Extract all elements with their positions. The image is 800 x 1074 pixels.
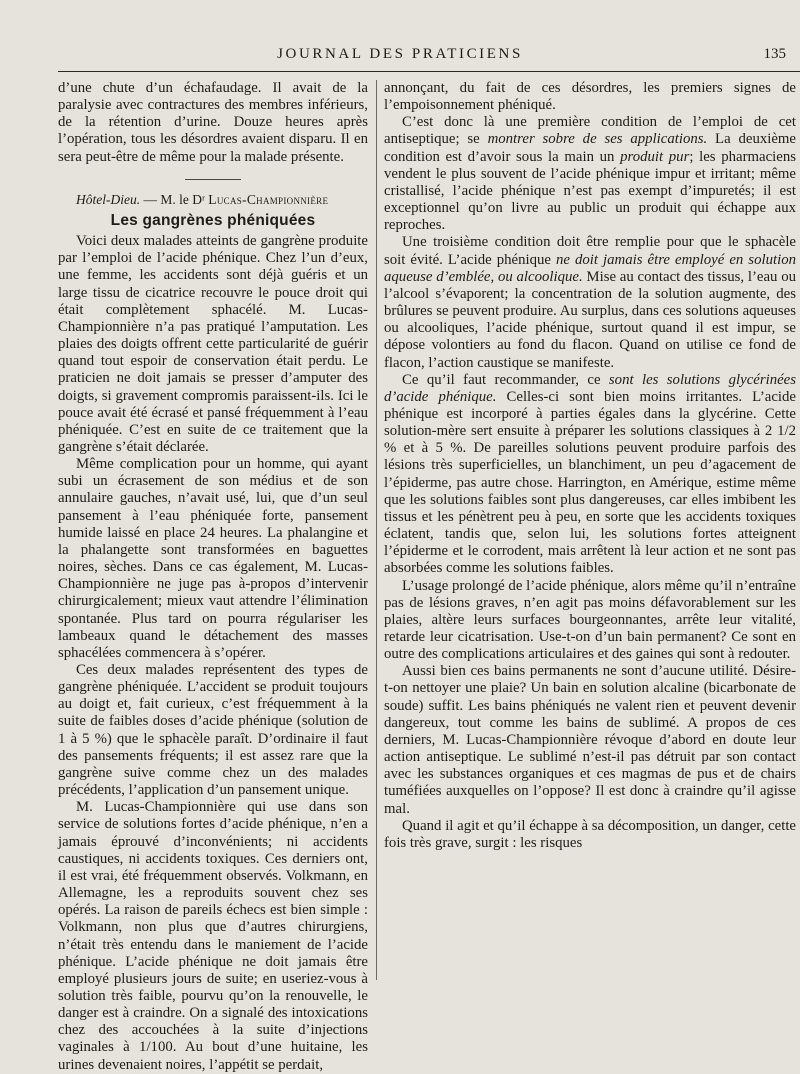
byline-title: — M. le Dʳ	[140, 191, 209, 207]
right-column	[384, 80, 796, 852]
text-run: La deuxième condition est d’avoir sous la main un	[384, 131, 796, 165]
emphasis-text: produit pur	[620, 148, 690, 165]
section-separator	[185, 179, 241, 180]
header-rule	[58, 71, 800, 72]
paragraph: M. Lucas-Championnière qui use dans son service de solutions fortes d’acide phénique, n’en a jamais éprouvé d’inconvénients; ni accidents caustiques, ni accidents toxiques. Ces derniers ont, il est vrai, été fréquemment observés. Volkmann, en Allemagne, les a reproduits souvent chez ses opérés. La raison de pareils échecs est bien simple : Volkmann, non plus que d’autres chirurgiens, n’était très entendu dans le maniement de l’acide phénique. L’acide phénique ne doit jamais être employé plusieurs jours de suite; en useriez-vous à solution très faible, pourvu qu’on la renouvelle, le danger est à craindre. On a signalé des intoxications chez des accouchées à la suite d’injections vaginales à 1/100. Au bout d’une huitaine, les urines devenaient noires, l’appétit se perdait,	[58, 799, 368, 1073]
paragraph: Ces deux malades représentent des types de gangrène phéniquée. L’accident se produit toujours au doigt et, fait curieux, c’est fréquemment à la suite de faibles doses d’acide phénique (solution de 1 à 5 %) que le sphacèle paraît. D’ordinaire il faut des pansements fréquents; il est assez rare que la gangrène suive comme chez un des malades précédents, l’application d’un pansement unique.	[58, 662, 368, 799]
left-column	[58, 80, 368, 1074]
byline-place: Hôtel-Dieu.	[76, 191, 141, 207]
emphasis-text: montrer sobre de ses applications.	[487, 131, 708, 148]
page-number: 135	[763, 46, 786, 62]
paragraph-continuation: d’une chute d’un échafaudage. Il avait de la paralysie avec contractures des membres inférieurs, de la rétention d’urine. Douze heures après l’opération, tous les désordres avaient disparu. Il en sera peut-être de même pour la malade présente.	[58, 80, 368, 165]
paragraph-continuation: annonçant, du fait de ces désordres, les premiers signes de l’empoisonnement phéniqué.	[384, 80, 796, 114]
text-run: ; les pharmaciens vendent le plus souvent de l’acide phénique impur et irritant; même cristallisé, l’acide phénique n’est pas exempt d’impuretés; il est exceptionnel qu’on livre au public un produit qui échappe aux reproches.	[384, 148, 796, 234]
running-title: JOURNAL DES PRATICIENS	[277, 46, 523, 62]
paragraph	[384, 372, 796, 578]
paragraph	[384, 114, 796, 234]
text-run: Mise au contact des tissus, l’eau ou l’alcool s’évaporent; la concentration de la solution augmente, des brûlures se peuvent produire. Au surplus, dans ces solutions aqueuses ou alcooliques, l’acide phénique, surtout quand il est impur, se dépose volontiers au fond du flacon. Quand on utilise ce fond de flacon, l’action caustique se manifeste.	[384, 268, 796, 371]
paragraph: Même complication pour un homme, qui ayant subi un écrasement de son médius et de son annulaire gauches, n’avait usé, lui, que d’un seul pansement à l’eau phéniquée forte, pansement humide laissé en place 24 heures. La phalangine et la phalangette sont transformées en baguettes noires, sèches. Dans ce cas également, M. Lucas-Championnière ne juge pas à-propos d’intervenir chirurgicalement; mieux vaut attendre l’élimination spontanée. Plus tard on pourra régulariser les lambeaux quand le détachement des masses sphacélées commencera à s’opérer.	[58, 456, 368, 661]
column-divider	[376, 80, 377, 980]
text-run: C’est donc là une première condition de l’emploi de cet antiseptique; se	[384, 114, 796, 148]
paragraph: Quand il agit et qu’il échappe à sa décomposition, un danger, cette fois très grave, surgit : les risques	[384, 817, 796, 851]
running-head	[0, 46, 800, 66]
text-run: Celles-ci sont bien moins irritantes. L’acide phénique est incorporé à parties égales dans la glycérine. Cette solution-mère sert ensuite à préparer les solutions classiques à 2 1/2 % et à 5 %. De pareilles solutions peuvent produire parfois des lésions très superficielles, un blanchiment, un peu d’agacement de l’épiderme, pas autre chose. Harrington, en Amérique, estime même que les solutions faibles sont plus dangereuses, car elles imbibent les tissus et les pénètrent peu à peu, en sorte que les accidents toxiques éclatent, tandis que, selon lui, les solutions fortes atteignent l’épiderme et le corrodent, mais arrêtent là leur action et ne sont pas absorbées comme les solutions faibles.	[384, 388, 796, 577]
emphasis-text: ne doit jamais être employé en solution aqueuse d’emblée, ou alcoolique.	[384, 251, 796, 285]
text-run: Ce qu’il faut recommander, ce	[402, 371, 609, 388]
emphasis-text: sont les solutions glycérinées d’acide phénique.	[384, 371, 796, 405]
paragraph	[384, 234, 796, 371]
text-run: Une troisième condition doit être remplie pour que le sphacèle soit évité. L’acide phénique	[384, 234, 796, 268]
article-byline	[58, 191, 368, 208]
byline-name: Lucas-Championnière	[208, 191, 329, 207]
paragraph: Voici deux malades atteints de gangrène produite par l’emploi de l’acide phénique. Chez l’un d’eux, une femme, les accidents sont déjà guéris et un large tissu de cicatrice recouvre le pouce droit qui était complètement sphacélé. M. Lucas-Championnière n’a pas pratiqué l’amputation. Les plaies des doigts offrent cette particularité de guérir quand tout espoir de conservation était perdu. Le praticien ne doit jamais se presser d’amputer des doigts, si gravement compromis paraissent-ils. Ici le pouce avait été écrasé et pansé fréquemment à l’eau phéniquée. C’est en suite de ce traitement que la gangrène s’était déclarée.	[58, 233, 368, 455]
section-title: Les gangrènes phéniquées	[110, 211, 316, 229]
paragraph: L’usage prolongé de l’acide phénique, alors même qu’il n’entraîne pas de lésions graves, n’en agit pas moins défavorablement sur les plaies, altère leurs surfaces bourgeonnantes, arrête leur vitalité, retarde leur cicatrisation. Use-t-on d’un bain permanent? Ce sont en outre des complications articulaires et des gaines qui sont à redouter.	[384, 577, 796, 663]
paragraph: Aussi bien ces bains permanents ne sont d’aucune utilité. Désire-t-on nettoyer une plaie? Un bain en solution alcaline (bicarbonate de soude) suffit. Les bains phéniqués ne valent rien et peuvent devenir dangereux, tout comme les bains de sublimé. A propos de ces derniers, M. Lucas-Championnière révoque d’abord en doute leur action antiseptique. Le sublimé n’est-il pas détruit par son contact avec les substances organiques et ces magmas de pus et de chairs tuméfiées auxquelles on l’oppose? Il est donc à craindre qu’il agisse mal.	[384, 663, 796, 817]
